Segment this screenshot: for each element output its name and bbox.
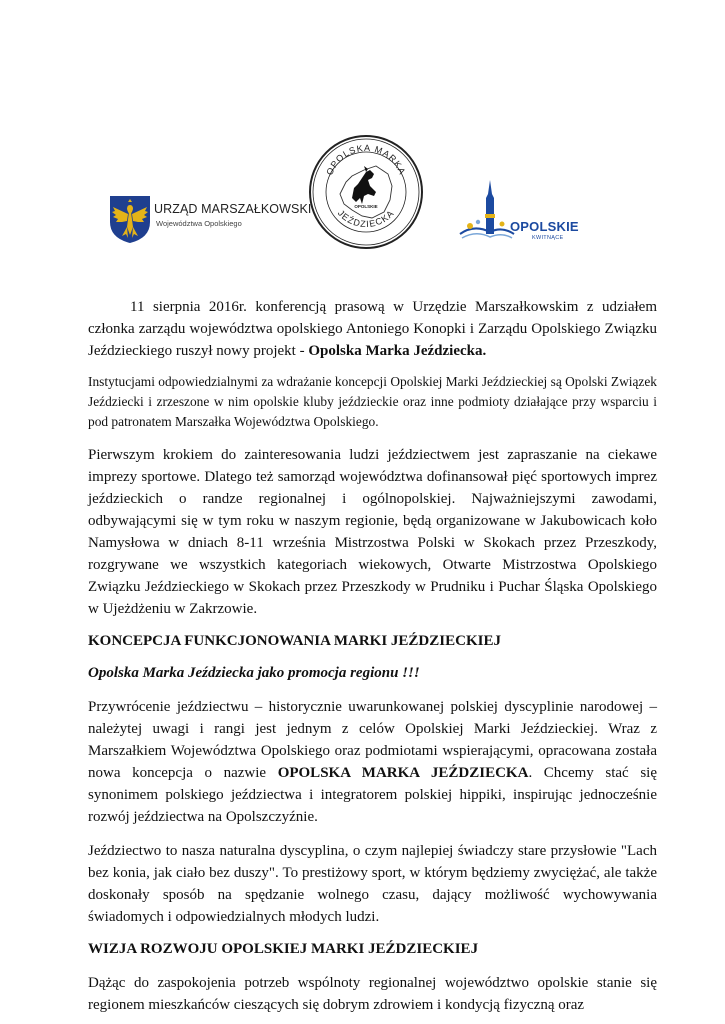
- opolskie-kwitnace-logo: [456, 176, 579, 246]
- urzad-subtitle: Województwa Opolskiego: [156, 219, 242, 228]
- vision-paragraph: Dążąc do zaspokojenia potrzeb wspólnoty regionalnej województwo opolskie stanie się regionem mieszkańców cieszących się dobrym zdrowiem i kondycją fizyczną oraz: [88, 975, 657, 1013]
- horse-map-icon: [306, 112, 426, 262]
- intro-project-name: Opolska Marka Jeździecka.: [308, 343, 487, 359]
- concept-paragraph: [88, 696, 657, 828]
- eagle-emblem-icon: [108, 194, 152, 244]
- marka-inner-label: OPOLSKIE: [354, 204, 378, 209]
- urzad-title: URZĄD MARSZAŁKOWSKI: [154, 202, 312, 216]
- opolskie-word: OPOLSKIE: [510, 219, 579, 234]
- intro-text: 11 sierpnia 2016r. konferencją prasową w Urzędzie Marszałkowskim z udziałem członka zarządu województwa opolskiego Antoniego Konopki i Zarządu Opolskiego Związku Jeździeckiego ruszył nowy projekt -: [88, 299, 657, 359]
- urzad-marszalkowski-logo: [108, 194, 312, 244]
- concept-text-before: Przywrócenie jeździectwu – historycznie uwarunkowanej polskiej dyscyplinie narodowej – należytej uwagi i rangi jest jednym z celów Opolskiej Marki Jeździeckiej. Wraz z Marszałkiem Województwa Opolskiego oraz podmiotami wspierającymi, opracowana została nowa koncepcja o nazwie: [88, 699, 657, 781]
- concept-text-after: . Chcemy stać się synonimem polskiego jeździectwa i integratorem polskiej hippiki, inspirując jednocześnie rozwój jeździectwa na Opolszczyźnie.: [88, 765, 657, 825]
- tower-icon: [456, 176, 516, 246]
- concept-brand-name: OPOLSKA MARKA JEŹDZIECKA: [277, 765, 529, 781]
- logo-header: [0, 112, 725, 262]
- intro-paragraph: [88, 296, 657, 362]
- marka-top-label: OPOLSKA MARKA: [324, 142, 408, 177]
- events-paragraph: Pierwszym krokiem do zainteresowania ludzi jeździectwem jest zapraszanie na ciekawe imprezy sportowe. Dlatego też samorząd województwa dofinansował pięć sportowych imprez jeździeckich o randze regionalnej i ogólnopolskiej. Najważniejszymi zawodami, odbywającymi się w tym roku w naszym regionie, będą organizowane w Jakubowicach koło Namysłowa w dniach 8-11 września Mistrzostwa Polski w Skokach przez Przeszkody, rozgrywane we wszystkich kategoriach wiekowych, Otwarte Mistrzostwa Opolskiego Związku Jeździeckiego w Skokach przez Przeszkody w Prudniku i Puchar Śląska Opolskiego w Ujeżdżeniu w Zakrzowie.: [88, 447, 657, 617]
- opolska-marka-jezdziecka-logo: [306, 112, 426, 262]
- marka-bottom-label: JEŹDZIECKA: [335, 207, 397, 230]
- article-body: [88, 296, 657, 1016]
- discipline-paragraph: Jeździectwo to nasza naturalna dyscyplina, o czym najlepiej świadczy stare przysłowie "Lach bez konia, jak ciało bez duszy". To prestiżowy sport, w którym będziemy zwyciężać, ale także doskonały sposób na spędzanie wolnego czasu, dający możliwość wychowywania świadomych i odpowiedzialnych młodych ludzi.: [88, 843, 657, 925]
- promotion-subheading: Opolska Marka Jeździecka jako promocja regionu !!!: [88, 665, 420, 681]
- opolskie-subtitle: KWITNĄCE: [532, 235, 564, 241]
- concept-heading: KONCEPCJA FUNKCJONOWANIA MARKI JEŹDZIECKIEJ: [88, 633, 501, 649]
- vision-heading: WIZJA ROZWOJU OPOLSKIEJ MARKI JEŹDZIECKIEJ: [88, 941, 479, 957]
- institutions-paragraph: Instytucjami odpowiedzialnymi za wdrażanie koncepcji Opolskiej Marki Jeździeckiej są Opolski Związek Jeździecki i zrzeszone w nim opolskie kluby jeździeckie oraz inne podmioty działające przy wsparciu i pod patronatem Marszałka Województwa Opolskiego.: [88, 374, 657, 429]
